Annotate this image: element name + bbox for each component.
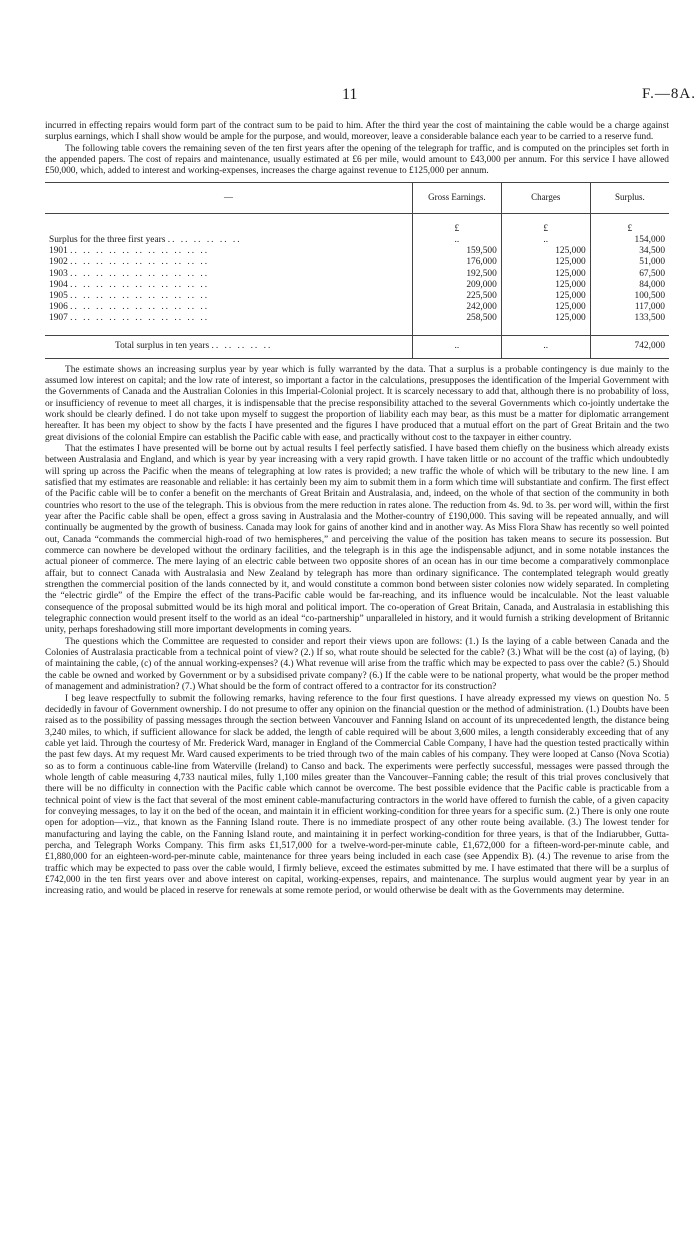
total-label: Total surplus in ten years (115, 340, 210, 351)
cell-surplus: 34,500 (590, 246, 669, 257)
table-header-charges: Charges (501, 182, 590, 213)
row-label: Surplus for the three first years (49, 234, 166, 245)
table-units-row (45, 224, 669, 235)
cell-gross: 258,500 (412, 313, 501, 324)
cell-charges: .. (501, 235, 590, 246)
table-spacer-row (45, 325, 669, 336)
paragraph: That the estimates I have presented will be borne out by actual results I feel perfectly satisfied. I have based them chiefly on the business which already exists between Australasia and England, and which is year by year increasing with a very rapid growth. I have taken little or no account of the traffic which undoubtedly will spring up across the Pacific when the means of telegraphing at low rates is provided; a new traffic the whole of which will be tributary to the new line. I am satisfied that my estimates are reasonable and reliable: it has certainly been my aim to submit them in a form which time will substantiate and confirm. The first effect of the Pacific cable will be to confer a benefit on the merchants of Great Britain and Australasia, and, indeed, on the whole of that section of the community in both countries who resort to the use of the telegraph. This is obvious from the mere reduction in rates alone. The reduction from 4s. 9d. to 3s. per word will, within the first year after the Pacific cable shall be open, effect a gross saving in Australasia and the Mother-country of £190,000. This saving will be repeated annually, and will continually be augmented by the growth of business. Canada may look for gains of another kind and in another way. As Miss Flora Shaw has recently so well pointed out, Canada “commands the commercial high-road of two hemispheres,” and perceiving the value of the position has taken means to secure its possession. But commerce can nowhere be developed without the ordinary facilities, and the telegraph is in this age the indispensable adjunct, and in some notable instances the actual pioneer of commerce. The mere laying of an electric cable between two opposite shores of an ocean has in our time become a comparatively commonplace affair, but to connect Canada with Australasia and New Zealand by telegraph has more than ordinary significance. The contemplated telegraph would greatly strengthen the commercial position of the lands connected by it, and would constitute a common bond between sister colonies now widely separated. In completing the “electric girdle” of the Empire the effect of the trans-Pacific cable would be far-reaching, and its influence would be incalculable. Not the least valuable consequence of the proposal submitted would be its high moral and political import. The co-operation of Great Britain, Canada, and Australasia in establishing this telegraphic connection would present itself to the world as an ideal “co-partnership” unparalleled in history, and it would furnish a striking development of Britannic unity, perhaps foreshadowing still more important developments in coming years. (45, 443, 669, 636)
cell-gross: 209,000 (412, 280, 501, 291)
paragraph: The questions which the Committee are requested to consider and report their views upon are follows: (1.) Is the laying of a cable between Canada and the Colonies of Australasia practicable from a technical point of view? (2.) If so, what route should be selected for the cable? (3.) What will be the cost (a) of laying, (b) of maintaining the cable, (c) of the annual working-expenses? (4.) What revenue will arise from the traffic which may be expected to pass over the cable? (5.) Should the cable be owned and worked by Government or by a subsidised private company? (6.) If the cable were to be national property, what would be the proper method of management and administration? (7.) What should be the form of contract offered to a contractor for its construction? (45, 636, 669, 693)
table-unit-charges: £ (501, 224, 590, 235)
row-label: 1906 (49, 302, 68, 313)
total-surplus: 742,000 (590, 335, 669, 358)
cell-charges: 125,000 (501, 313, 590, 324)
paragraph: I beg leave respectfully to submit the following remarks, having reference to the four first questions. I have already expressed my views on question No. 5 decidedly in favour of Government ownership. I do not presume to offer any opinion on the financial question or the method of administration. (1.) Doubts have been raised as to the possibility of passing messages through the section between Vancouver and Fanning Island on account of its unprecedented length, the distance being 3,240 miles, to which, if sufficient allowance for slack be added, the length of cable required will be about 3,600 miles, a length considerably exceeding that of any cable yet laid. Through the courtesy of Mr. Frederick Ward, manager in England of the Commercial Cable Company, I have had the question tested practically within the past few days. At my request Mr. Ward caused experiments to be tried through two of the main cables of his company. They were looped at Canso (Nova Scotia) so as to form a continuous cable-line from Waterville (Ireland) to Canso and back. The experiments were perfectly successful, messages were passed through the whole length of cable measuring 4,733 nautical miles, fully 1,100 miles greater than the Vancouver–Fanning cable; the result of this trial proves conclusively that there will be no difficulty in connection with the Pacific cable which cannot be overcome. The best possible evidence that the Pacific cable is practicable from a technical point of view is the fact that several of the most eminent cable-manufacturing contractors in the world have offered to furnish the cable, of a given capacity for conveying messages, to lay it on the bed of the ocean, and maintain it in efficient working-condition for three years for a specific sum. (2.) There is only one route open for adoption—viz., that known as the Fanning Island route. There is no immediate prospect of any other route being available. (3.) The lowest tender for manufacturing and laying the cable, on the Fanning Island route, and maintaining it in perfect working-condition for three years, is that of the Indiarubber, Gutta-percha, and Telegraph Works Company. This firm asks £1,517,000 for a twelve-word-per-minute cable, £1,672,000 for a fifteen-word-per-minute cable, and £1,880,000 for an eighteen-word-per-minute cable, maintenance for three years being included in each case (see Appendix B). (4.) The revenue to arise from the traffic which may be expected to pass over the cable would, I firmly believe, exceed the estimates submitted by me. I have estimated that there will be a surplus of £742,000 in the ten first years over and above interest on capital, working-expenses, repairs, and maintenance. The surplus would augment year by year in an increasing ratio, and would be placed in reserve for renewals at some remote period, or would otherwise be dealt with as the Governments may determine. (45, 693, 669, 897)
cell-gross: .. (412, 235, 501, 246)
table-row: 1905 .. .. .. .. .. .. .. .. .. .. .. 225,500 125,000 100,500 (45, 291, 669, 302)
table-row: 1903 .. .. .. .. .. .. .. .. .. .. .. 192,500 125,000 67,500 (45, 269, 669, 280)
cell-gross: 225,500 (412, 291, 501, 302)
paragraph: The estimate shows an increasing surplus year by year which is fully warranted by the data. That a surplus is a probable contingency is due mainly to the assumed low interest on capital; and the low rate of interest, so important a factor in the calculations, presupposes the identification of the Imperial Government with the Governments of Canada and the Australian Colonies in this Imperial-Colonial project. It is scarcely necessary to add that, although there is no probability of loss, or insufficiency of revenue to meet all charges, it is indispensable that the precise responsibility attached to the several Governments which co-jointly undertake the work should be clearly defined. I do not take upon myself to suggest the proportion of liability each may bear, as this must be a matter for diplomatic arrangement hereafter. It has been my object to show by the facts I have presented and the figures I have produced that a mutual effort on the part of Great Britain and the two great divisions of the colonial Empire can establish the Pacific cable with ease, and practically without cost to the taxpayer in either country. (45, 364, 669, 443)
cell-charges: 125,000 (501, 246, 590, 257)
table-header-gross: Gross Earnings. (412, 182, 501, 213)
row-label: 1903 (49, 268, 68, 279)
cell-surplus: 51,000 (590, 257, 669, 268)
row-label: 1901 (49, 246, 68, 257)
table-unit-surplus: £ (590, 224, 669, 235)
cell-gross: 159,500 (412, 246, 501, 257)
cell-charges: 125,000 (501, 302, 590, 313)
cell-charges: 125,000 (501, 269, 590, 280)
document-body (45, 121, 669, 898)
page-header (0, 86, 700, 108)
page-number: 11 (342, 86, 358, 103)
table-header-row (45, 182, 669, 213)
table-total-row: Total surplus in ten years .. .. .. .. .. .. .. 742,000 (45, 335, 669, 358)
cell-charges: 125,000 (501, 280, 590, 291)
table-header-surplus: Surplus. (590, 182, 669, 213)
cell-surplus: 67,500 (590, 269, 669, 280)
paragraph: The following table covers the remaining seven of the ten first years after the opening of the telegraph for traffic, and is computed on the principles set forth in the appended papers. The cost of repairs and maintenance, usually estimated at £6 per mile, would amount to £43,000 per annum. For this service I have allowed £50,000, which, added to interest and working-expenses, increases the charge against revenue to £125,000 per annum. (45, 143, 669, 177)
total-charges: .. (501, 335, 590, 358)
cell-charges: 125,000 (501, 291, 590, 302)
table-row: 1907 .. .. .. .. .. .. .. .. .. .. .. 258,500 125,000 133,500 (45, 313, 669, 324)
cell-surplus: 84,000 (590, 280, 669, 291)
cell-surplus: 117,000 (590, 302, 669, 313)
cell-gross: 176,000 (412, 257, 501, 268)
paragraph: incurred in effecting repairs would form part of the contract sum to be paid to him. After the third year the cost of maintaining the cable would be a charge against surplus earnings, which I shall show would be ample for the purpose, and would, moreover, leave a considerable balance each year to be carried to a reserve fund. (45, 121, 669, 143)
cell-surplus: 100,500 (590, 291, 669, 302)
table-row: 1906 .. .. .. .. .. .. .. .. .. .. .. 242,000 125,000 117,000 (45, 302, 669, 313)
table-unit-gross: £ (412, 224, 501, 235)
table-header-label: — (45, 182, 412, 213)
table-row: Surplus for the three first years .. .. .. .. .. .. .. .. 154,000 (45, 235, 669, 246)
table-unit-label (45, 224, 412, 235)
surplus-table (45, 182, 669, 359)
cell-gross: 192,500 (412, 269, 501, 280)
table-row: 1902 .. .. .. .. .. .. .. .. .. .. .. 176,000 125,000 51,000 (45, 257, 669, 268)
cell-surplus: 154,000 (590, 235, 669, 246)
table-row: 1904 .. .. .. .. .. .. .. .. .. .. .. 209,000 125,000 84,000 (45, 280, 669, 291)
table-row: 1901 .. .. .. .. .. .. .. .. .. .. .. 159,500 125,000 34,500 (45, 246, 669, 257)
row-label: 1904 (49, 279, 68, 290)
table-spacer-row (45, 213, 669, 224)
cell-gross: 242,000 (412, 302, 501, 313)
total-gross: .. (412, 335, 501, 358)
document-reference: F.—8A. (642, 86, 696, 102)
row-label: 1907 (49, 313, 68, 324)
cell-charges: 125,000 (501, 257, 590, 268)
cell-surplus: 133,500 (590, 313, 669, 324)
row-label: 1905 (49, 290, 68, 301)
row-label: 1902 (49, 257, 68, 268)
